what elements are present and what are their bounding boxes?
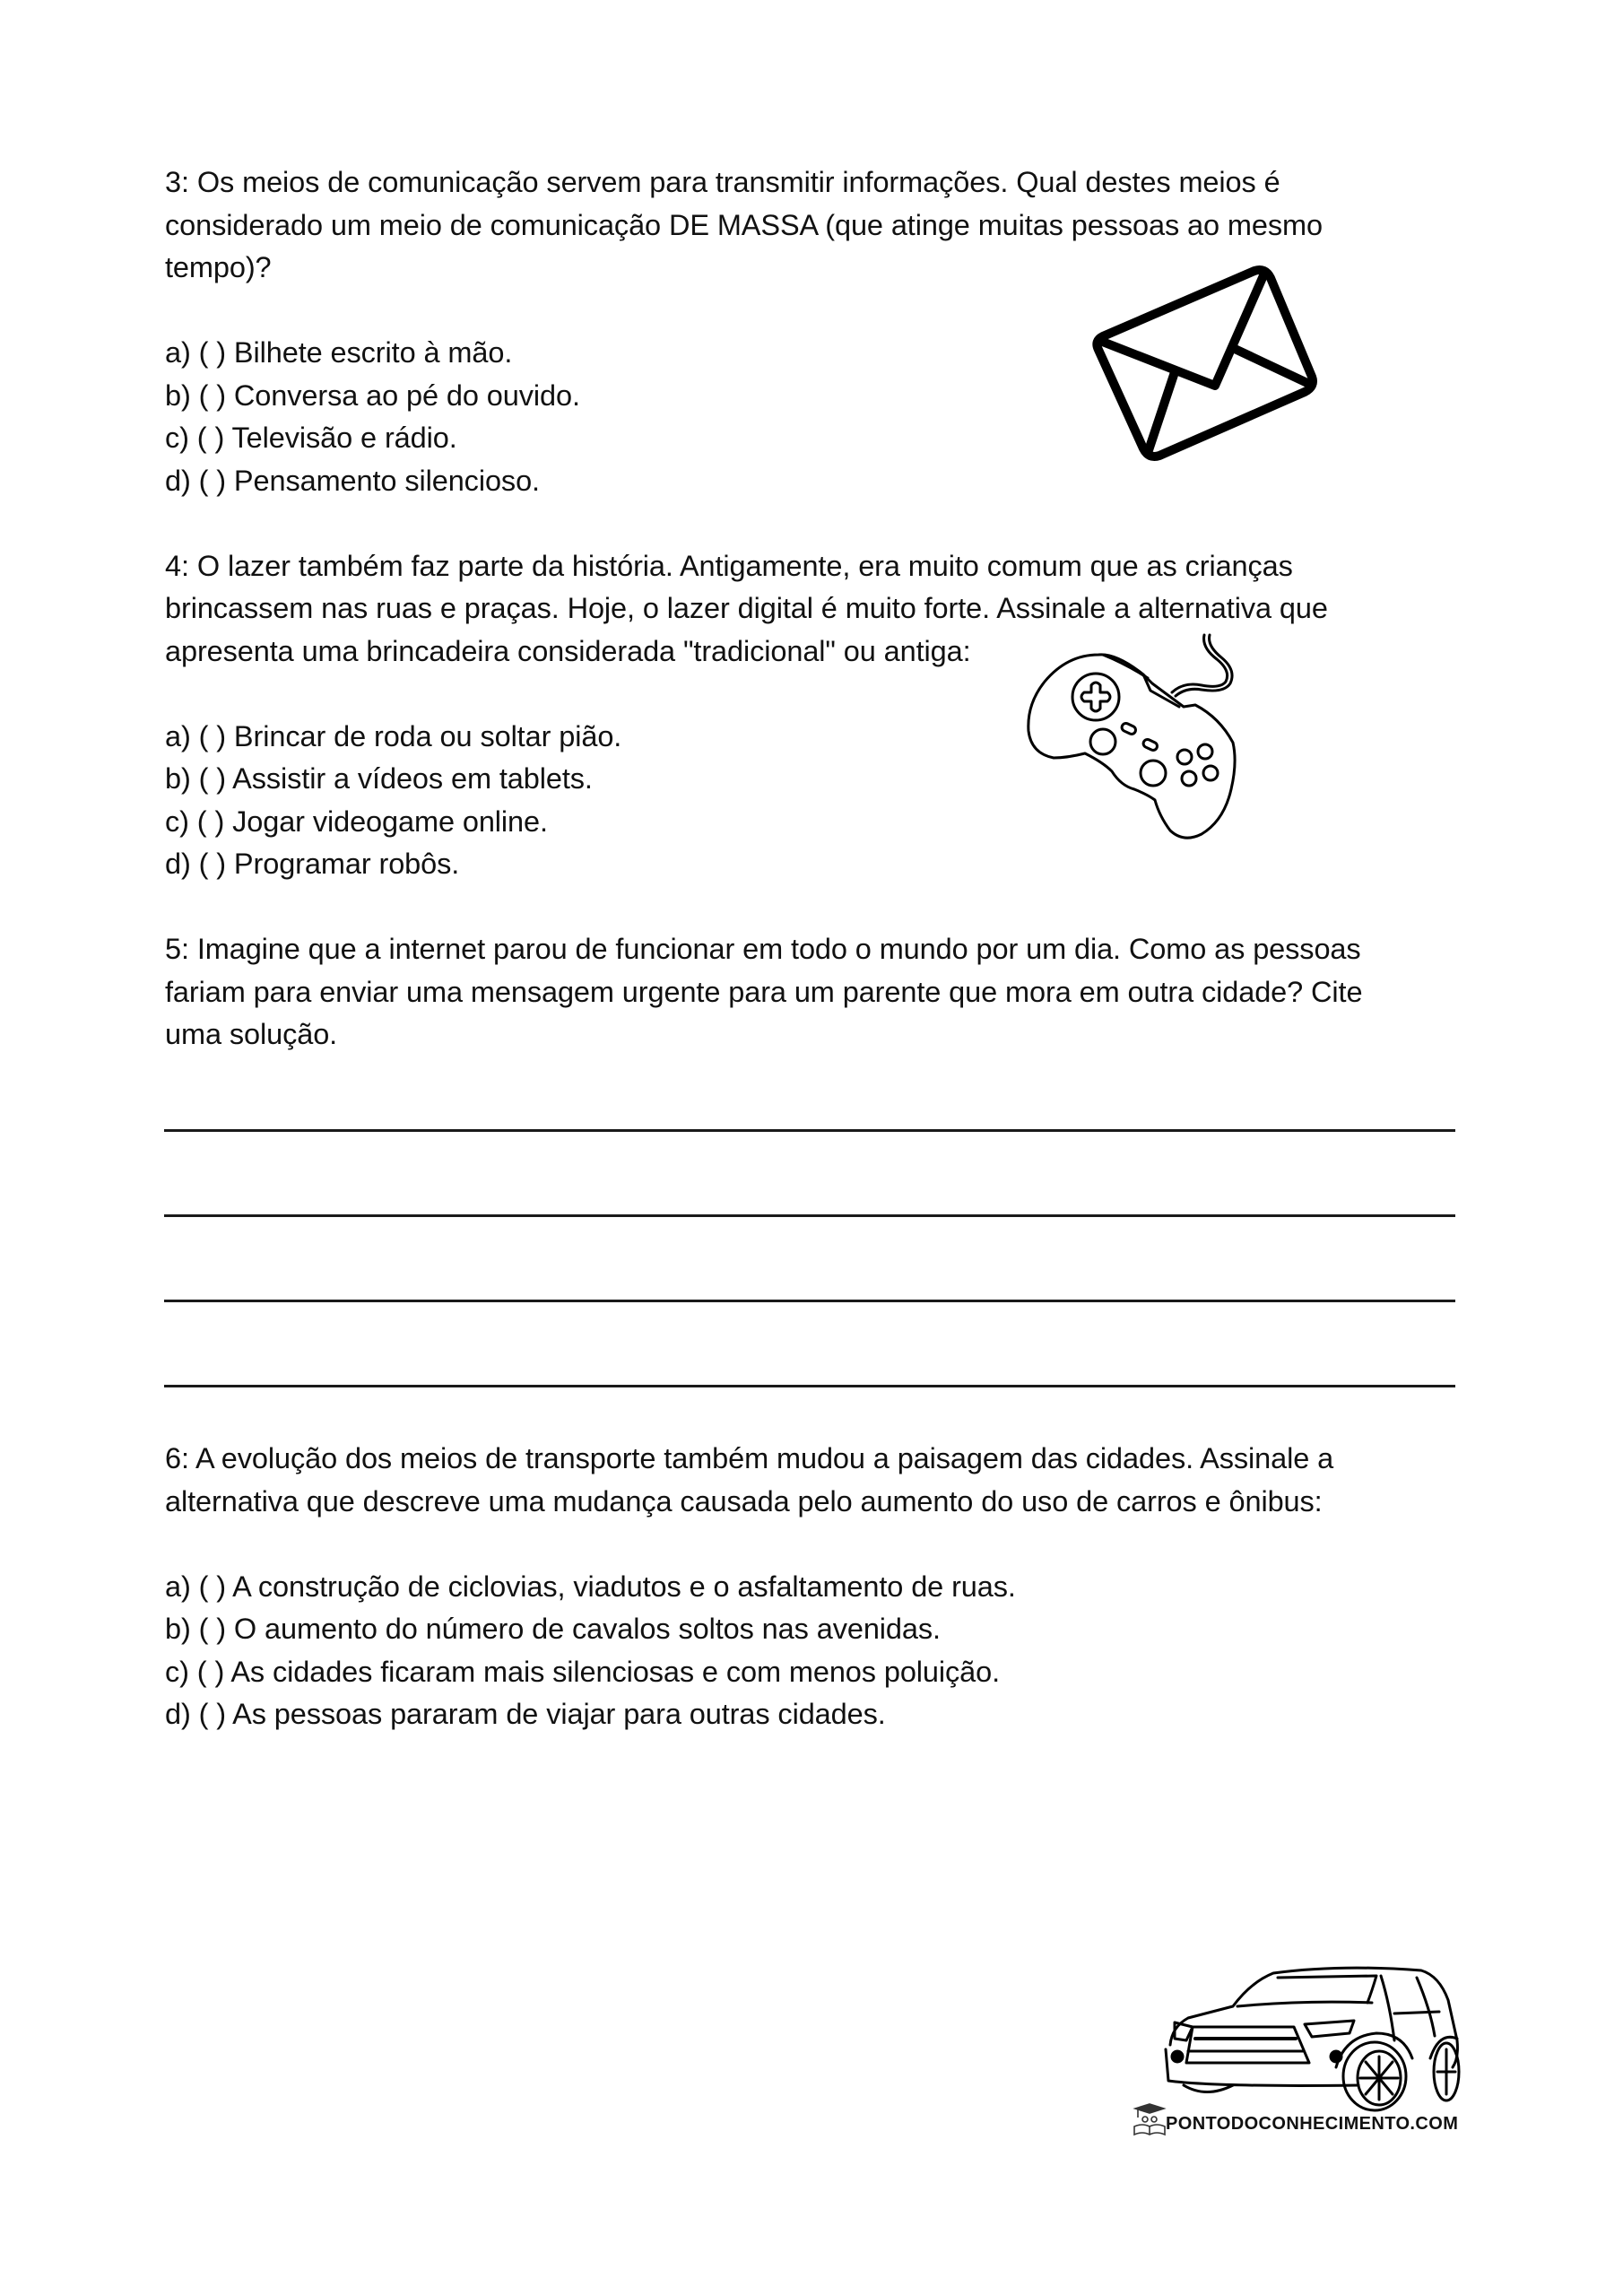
question-3-text-line-2: considerado um meio de comunicação DE MASSA (que atinge muitas pessoas ao mesmo: [165, 208, 1323, 241]
question-6-option-d[interactable]: d) ( ) As pessoas pararam de viajar para outras cidades.: [165, 1698, 886, 1730]
question-4-text-line-3: apresenta uma brincadeira considerada "tradicional" ou antiga:: [165, 634, 971, 667]
question-3-option-c[interactable]: c) ( ) Televisão e rádio.: [165, 422, 457, 454]
question-3-option-d[interactable]: d) ( ) Pensamento silencioso.: [165, 464, 540, 497]
question-6-text-line-2: alternativa que descreve uma mudança causada pelo aumento do uso de carros e ônibus:: [165, 1484, 1323, 1518]
question-4-option-a[interactable]: a) ( ) Brincar de roda ou soltar pião.: [165, 719, 622, 752]
question-6-text-line-1: 6: A evolução dos meios de transporte também mudou a paisagem das cidades. Assinale a: [165, 1442, 1334, 1474]
answer-line-3[interactable]: [164, 1300, 1455, 1302]
question-6-option-a[interactable]: a) ( ) A construção de ciclovias, viadutos e o asfaltamento de ruas.: [165, 1570, 1016, 1603]
question-4-option-c[interactable]: c) ( ) Jogar videogame online.: [165, 804, 548, 838]
car-icon: [1161, 1960, 1466, 2112]
game-controller-icon: [1018, 628, 1260, 852]
question-5-text-line-2: fariam para enviar uma mensagem urgente para um parente que mora em outra cidade? Cite: [165, 975, 1363, 1008]
question-4-option-d[interactable]: d) ( ) Programar robôs.: [165, 848, 460, 880]
question-6-option-c[interactable]: c) ( ) As cidades ficaram mais silenciosas e com menos poluição.: [165, 1655, 1001, 1688]
brand-watermark: PONTODOCONHECIMENTO.COM: [1166, 2114, 1459, 2134]
answer-line-4[interactable]: [164, 1385, 1455, 1387]
question-6-option-b[interactable]: b) ( ) O aumento do número de cavalos soltos nas avenidas.: [165, 1613, 941, 1645]
question-4-option-b[interactable]: b) ( ) Assistir a vídeos em tablets.: [165, 762, 593, 795]
graduation-book-icon: [1132, 2101, 1167, 2137]
question-4-text-line-2: brincassem nas ruas e praças. Hoje, o lazer digital é muito forte. Assinale a alternativa que: [165, 592, 1328, 624]
question-3-option-b[interactable]: b) ( ) Conversa ao pé do ouvido.: [165, 378, 580, 412]
answer-line-2[interactable]: [164, 1214, 1455, 1217]
question-5-text-line-1: 5: Imagine que a internet parou de funcionar em todo o mundo por um dia. Como as pessoas: [165, 933, 1361, 965]
question-5-text-line-3: uma solução.: [165, 1018, 338, 1050]
question-3-text-line-3: tempo)?: [165, 251, 272, 283]
question-4-text-line-1: 4: O lazer também faz parte da história. Antigamente, era muito comum que as crianças: [165, 549, 1293, 582]
question-3-option-a[interactable]: a) ( ) Bilhete escrito à mão.: [165, 336, 513, 369]
answer-line-1[interactable]: [164, 1129, 1455, 1132]
question-3-text-line-1: 3: Os meios de comunicação servem para transmitir informações. Qual destes meios é: [165, 166, 1280, 198]
envelope-icon: [1072, 251, 1332, 466]
